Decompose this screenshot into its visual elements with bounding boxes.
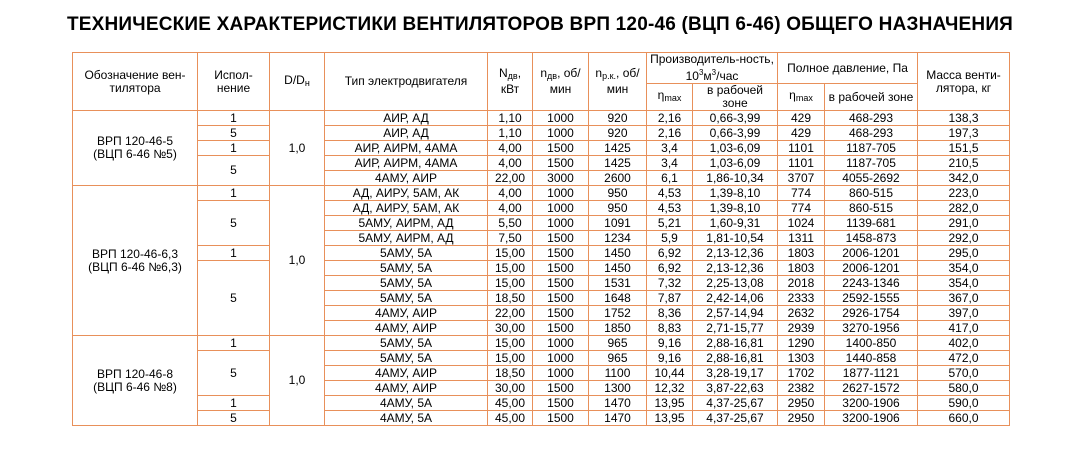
power-cell: 15,00 bbox=[488, 351, 533, 366]
productivity-max-cell: 6,1 bbox=[647, 171, 693, 186]
pressure-max-cell: 1024 bbox=[778, 216, 825, 231]
execution-cell: 1 bbox=[198, 336, 270, 351]
motor-type-cell: 5АМУ, 5А bbox=[325, 261, 488, 276]
header-pressure: Полное давление, Па bbox=[778, 53, 918, 84]
pressure-max-cell: 429 bbox=[778, 111, 825, 126]
table-body bbox=[73, 53, 1010, 426]
power-cell: 45,00 bbox=[488, 396, 533, 411]
motor-type-cell: АИР, АИРМ, 4АМА bbox=[325, 141, 488, 156]
motor-type-cell: 4АМУ, АИР bbox=[325, 171, 488, 186]
productivity-max-cell: 4,53 bbox=[647, 201, 693, 216]
header-productivity-c: /час bbox=[716, 69, 739, 83]
motor-speed-cell: 1500 bbox=[533, 291, 589, 306]
pressure-zone-cell: 2592-1555 bbox=[825, 291, 918, 306]
pressure-zone-cell: 860-515 bbox=[825, 186, 918, 201]
pressure-zone-cell: 1187-705 bbox=[825, 156, 918, 171]
power-cell: 7,50 bbox=[488, 231, 533, 246]
fan-designation: ВРП 120-46-8 (ВЦП 6-46 №8) bbox=[73, 336, 198, 426]
header-working-zone-productivity: в рабочей зоне bbox=[693, 84, 778, 111]
header-eta2-sub: max bbox=[795, 93, 813, 103]
header-impeller-speed bbox=[589, 53, 647, 111]
productivity-max-cell: 13,95 bbox=[647, 396, 693, 411]
header-productivity bbox=[647, 53, 778, 84]
execution-cell: 5 bbox=[198, 156, 270, 186]
dd-ratio-cell: 1,0 bbox=[270, 336, 325, 426]
pressure-max-cell: 429 bbox=[778, 126, 825, 141]
impeller-speed-cell: 920 bbox=[589, 111, 647, 126]
impeller-speed-cell: 1300 bbox=[589, 381, 647, 396]
motor-speed-cell: 1000 bbox=[533, 216, 589, 231]
impeller-speed-cell: 920 bbox=[589, 126, 647, 141]
header-motor-speed-main: n bbox=[540, 66, 548, 80]
motor-speed-cell: 1000 bbox=[533, 186, 589, 201]
execution-cell: 1 bbox=[198, 141, 270, 156]
motor-type-cell: АД, АИРУ, 5АМ, АК bbox=[325, 186, 488, 201]
productivity-zone-cell: 2,88-16,81 bbox=[693, 351, 778, 366]
productivity-max-cell: 6,92 bbox=[647, 261, 693, 276]
impeller-speed-cell: 1648 bbox=[589, 291, 647, 306]
motor-type-cell: 5АМУ, 5А bbox=[325, 336, 488, 351]
power-cell: 4,00 bbox=[488, 201, 533, 216]
table-row bbox=[73, 411, 1010, 426]
pressure-zone-cell: 2243-1346 bbox=[825, 276, 918, 291]
impeller-speed-cell: 1450 bbox=[589, 261, 647, 276]
pressure-zone-cell: 1187-705 bbox=[825, 141, 918, 156]
motor-speed-cell: 1000 bbox=[533, 126, 589, 141]
productivity-zone-cell: 2,57-14,94 bbox=[693, 306, 778, 321]
motor-speed-cell: 1500 bbox=[533, 306, 589, 321]
productivity-zone-cell: 2,13-12,36 bbox=[693, 246, 778, 261]
motor-type-cell: 5АМУ, АИРМ, АД bbox=[325, 231, 488, 246]
productivity-zone-cell: 1,60-9,31 bbox=[693, 216, 778, 231]
header-impeller-speed-sub: р.к. bbox=[602, 71, 617, 81]
motor-speed-cell: 3000 bbox=[533, 171, 589, 186]
power-cell: 15,00 bbox=[488, 336, 533, 351]
motor-type-cell: 4АМУ, АИР bbox=[325, 366, 488, 381]
pressure-max-cell: 3707 bbox=[778, 171, 825, 186]
header-productivity-b: м bbox=[703, 69, 712, 83]
productivity-zone-cell: 2,13-12,36 bbox=[693, 261, 778, 276]
header-power-unit: , кВт bbox=[500, 66, 522, 96]
mass-cell: 570,0 bbox=[918, 366, 1010, 381]
power-cell: 30,00 bbox=[488, 321, 533, 336]
motor-speed-cell: 1500 bbox=[533, 246, 589, 261]
pressure-zone-cell: 2926-1754 bbox=[825, 306, 918, 321]
motor-speed-cell: 1000 bbox=[533, 351, 589, 366]
table-row bbox=[73, 261, 1010, 276]
dd-ratio-cell: 1,0 bbox=[270, 111, 325, 186]
header-mass: Масса венти-лятора, кг bbox=[918, 53, 1010, 111]
pressure-zone-cell: 1400-850 bbox=[825, 336, 918, 351]
productivity-max-cell: 9,16 bbox=[647, 336, 693, 351]
impeller-speed-cell: 1091 bbox=[589, 216, 647, 231]
motor-type-cell: 4АМУ, 5А bbox=[325, 411, 488, 426]
impeller-speed-cell: 965 bbox=[589, 351, 647, 366]
mass-cell: 138,3 bbox=[918, 111, 1010, 126]
header-eta-sub: max bbox=[664, 93, 682, 103]
mass-cell: 354,0 bbox=[918, 276, 1010, 291]
header-motor-speed bbox=[533, 53, 589, 111]
impeller-speed-cell: 1100 bbox=[589, 366, 647, 381]
productivity-max-cell: 3,4 bbox=[647, 141, 693, 156]
productivity-max-cell: 2,16 bbox=[647, 111, 693, 126]
pressure-zone-cell: 1440-858 bbox=[825, 351, 918, 366]
power-cell: 5,50 bbox=[488, 216, 533, 231]
productivity-max-cell: 5,21 bbox=[647, 216, 693, 231]
productivity-zone-cell: 0,66-3,99 bbox=[693, 126, 778, 141]
execution-cell: 1 bbox=[198, 246, 270, 261]
impeller-speed-cell: 1752 bbox=[589, 306, 647, 321]
motor-type-cell: 4АМУ, АИР bbox=[325, 306, 488, 321]
motor-type-cell: АИР, АД bbox=[325, 111, 488, 126]
pressure-max-cell: 2939 bbox=[778, 321, 825, 336]
mass-cell: 354,0 bbox=[918, 261, 1010, 276]
productivity-max-cell: 2,16 bbox=[647, 126, 693, 141]
productivity-zone-cell: 2,25-13,08 bbox=[693, 276, 778, 291]
execution-cell: 1 bbox=[198, 111, 270, 126]
impeller-speed-cell: 950 bbox=[589, 201, 647, 216]
motor-type-cell: 5АМУ, 5А bbox=[325, 351, 488, 366]
header-dd bbox=[270, 53, 325, 111]
productivity-max-cell: 7,32 bbox=[647, 276, 693, 291]
pressure-zone-cell: 4055-2692 bbox=[825, 171, 918, 186]
mass-cell: 660,0 bbox=[918, 411, 1010, 426]
motor-speed-cell: 1500 bbox=[533, 231, 589, 246]
table-row bbox=[73, 126, 1010, 141]
mass-cell: 197,3 bbox=[918, 126, 1010, 141]
mass-cell: 210,5 bbox=[918, 156, 1010, 171]
pressure-max-cell: 1803 bbox=[778, 246, 825, 261]
header-motor-type: Тип электродвигателя bbox=[325, 53, 488, 111]
fan-designation: ВРП 120-46-5 (ВЦП 6-46 №5) bbox=[73, 111, 198, 186]
power-cell: 4,00 bbox=[488, 156, 533, 171]
header-motor-speed-sub: дв bbox=[547, 71, 558, 81]
mass-cell: 367,0 bbox=[918, 291, 1010, 306]
header-impeller-speed-main: n bbox=[595, 66, 603, 80]
productivity-max-cell: 9,16 bbox=[647, 351, 693, 366]
header-productivity-a: Производитель-ность, 10 bbox=[650, 52, 774, 83]
productivity-max-cell: 8,36 bbox=[647, 306, 693, 321]
pressure-zone-cell: 1458-873 bbox=[825, 231, 918, 246]
motor-type-cell: 4АМУ, АИР bbox=[325, 321, 488, 336]
header-productivity-sup: 3 bbox=[698, 68, 704, 77]
power-cell: 15,00 bbox=[488, 261, 533, 276]
productivity-zone-cell: 1,03-6,09 bbox=[693, 141, 778, 156]
motor-speed-cell: 1000 bbox=[533, 336, 589, 351]
pressure-max-cell: 1101 bbox=[778, 141, 825, 156]
pressure-zone-cell: 2006-1201 bbox=[825, 261, 918, 276]
power-cell: 45,00 bbox=[488, 411, 533, 426]
productivity-zone-cell: 1,03-6,09 bbox=[693, 156, 778, 171]
power-cell: 15,00 bbox=[488, 246, 533, 261]
productivity-max-cell: 3,4 bbox=[647, 156, 693, 171]
productivity-zone-cell: 2,88-16,81 bbox=[693, 336, 778, 351]
pressure-max-cell: 1303 bbox=[778, 351, 825, 366]
productivity-zone-cell: 3,87-22,63 bbox=[693, 381, 778, 396]
table-row bbox=[73, 156, 1010, 171]
header-execution: Испол-нение bbox=[198, 53, 270, 111]
productivity-max-cell: 4,53 bbox=[647, 186, 693, 201]
motor-speed-cell: 1000 bbox=[533, 366, 589, 381]
table-row bbox=[73, 336, 1010, 351]
impeller-speed-cell: 965 bbox=[589, 336, 647, 351]
pressure-max-cell: 1290 bbox=[778, 336, 825, 351]
productivity-max-cell: 5,9 bbox=[647, 231, 693, 246]
pressure-max-cell: 774 bbox=[778, 201, 825, 216]
impeller-speed-cell: 950 bbox=[589, 186, 647, 201]
table-row bbox=[73, 201, 1010, 216]
mass-cell: 397,0 bbox=[918, 306, 1010, 321]
impeller-speed-cell: 2600 bbox=[589, 171, 647, 186]
pressure-max-cell: 2382 bbox=[778, 381, 825, 396]
power-cell: 22,00 bbox=[488, 306, 533, 321]
power-cell: 15,00 bbox=[488, 276, 533, 291]
header-designation: Обозначение вен-тилятора bbox=[73, 53, 198, 111]
table-row bbox=[73, 396, 1010, 411]
pressure-max-cell: 774 bbox=[778, 186, 825, 201]
pressure-max-cell: 2632 bbox=[778, 306, 825, 321]
table-row bbox=[73, 351, 1010, 366]
fan-designation: ВРП 120-46-6,3 (ВЦП 6-46 №6,3) bbox=[73, 186, 198, 336]
pressure-zone-cell: 1877-1121 bbox=[825, 366, 918, 381]
motor-speed-cell: 1000 bbox=[533, 111, 589, 126]
header-power-sub: дв bbox=[507, 71, 518, 81]
table-row bbox=[73, 111, 1010, 126]
productivity-max-cell: 12,32 bbox=[647, 381, 693, 396]
execution-cell: 1 bbox=[198, 396, 270, 411]
mass-cell: 223,0 bbox=[918, 186, 1010, 201]
motor-speed-cell: 1500 bbox=[533, 321, 589, 336]
pressure-zone-cell: 2006-1201 bbox=[825, 246, 918, 261]
header-eta-main: η bbox=[657, 88, 665, 102]
power-cell: 4,00 bbox=[488, 141, 533, 156]
motor-type-cell: 5АМУ, 5А bbox=[325, 276, 488, 291]
motor-type-cell: АИР, АД bbox=[325, 126, 488, 141]
power-cell: 18,50 bbox=[488, 366, 533, 381]
productivity-max-cell: 8,83 bbox=[647, 321, 693, 336]
pressure-zone-cell: 468-293 bbox=[825, 111, 918, 126]
mass-cell: 417,0 bbox=[918, 321, 1010, 336]
header-working-zone-pressure: в рабочей зоне bbox=[825, 84, 918, 111]
productivity-zone-cell: 1,81-10,54 bbox=[693, 231, 778, 246]
header-impeller-speed-unit: , об/мин bbox=[606, 66, 640, 96]
mass-cell: 292,0 bbox=[918, 231, 1010, 246]
pressure-zone-cell: 860-515 bbox=[825, 201, 918, 216]
execution-cell: 5 bbox=[198, 261, 270, 336]
power-cell: 22,00 bbox=[488, 171, 533, 186]
header-dd-main: D/D bbox=[284, 72, 305, 87]
motor-speed-cell: 1500 bbox=[533, 261, 589, 276]
productivity-zone-cell: 2,42-14,06 bbox=[693, 291, 778, 306]
power-cell: 30,00 bbox=[488, 381, 533, 396]
mass-cell: 580,0 bbox=[918, 381, 1010, 396]
power-cell: 4,00 bbox=[488, 186, 533, 201]
productivity-max-cell: 10,44 bbox=[647, 366, 693, 381]
pressure-max-cell: 2333 bbox=[778, 291, 825, 306]
pressure-max-cell: 1311 bbox=[778, 231, 825, 246]
motor-speed-cell: 1500 bbox=[533, 276, 589, 291]
header-eta2-main: η bbox=[789, 88, 796, 102]
header-power-main: N bbox=[498, 66, 508, 80]
productivity-zone-cell: 3,28-19,17 bbox=[693, 366, 778, 381]
productivity-max-cell: 7,87 bbox=[647, 291, 693, 306]
motor-type-cell: 4АМУ, АИР bbox=[325, 381, 488, 396]
specs-table bbox=[72, 52, 1010, 426]
productivity-max-cell: 13,95 bbox=[647, 411, 693, 426]
mass-cell: 342,0 bbox=[918, 171, 1010, 186]
pressure-max-cell: 2950 bbox=[778, 396, 825, 411]
impeller-speed-cell: 1470 bbox=[589, 411, 647, 426]
motor-type-cell: АД, АИРУ, 5АМ, АК bbox=[325, 201, 488, 216]
impeller-speed-cell: 1450 bbox=[589, 246, 647, 261]
pressure-max-cell: 1803 bbox=[778, 261, 825, 276]
motor-type-cell: 4АМУ, 5А bbox=[325, 396, 488, 411]
table-row bbox=[73, 141, 1010, 156]
productivity-zone-cell: 0,66-3,99 bbox=[693, 111, 778, 126]
table-row bbox=[73, 186, 1010, 201]
motor-speed-cell: 1500 bbox=[533, 156, 589, 171]
header-power bbox=[488, 53, 533, 111]
motor-speed-cell: 1500 bbox=[533, 141, 589, 156]
execution-cell: 5 bbox=[198, 411, 270, 426]
pressure-zone-cell: 3270-1956 bbox=[825, 321, 918, 336]
impeller-speed-cell: 1531 bbox=[589, 276, 647, 291]
impeller-speed-cell: 1470 bbox=[589, 396, 647, 411]
motor-speed-cell: 1000 bbox=[533, 201, 589, 216]
impeller-speed-cell: 1234 bbox=[589, 231, 647, 246]
pressure-zone-cell: 3200-1906 bbox=[825, 411, 918, 426]
pressure-zone-cell: 1139-681 bbox=[825, 216, 918, 231]
mass-cell: 472,0 bbox=[918, 351, 1010, 366]
execution-cell: 5 bbox=[198, 351, 270, 396]
header-row bbox=[73, 53, 1010, 84]
motor-type-cell: 5АМУ, 5А bbox=[325, 291, 488, 306]
dd-ratio-cell: 1,0 bbox=[270, 186, 325, 336]
header-productivity-sup2: 3 bbox=[711, 68, 717, 77]
pressure-zone-cell: 2627-1572 bbox=[825, 381, 918, 396]
motor-type-cell: АИР, АИРМ, 4АМА bbox=[325, 156, 488, 171]
mass-cell: 402,0 bbox=[918, 336, 1010, 351]
productivity-zone-cell: 2,71-15,77 bbox=[693, 321, 778, 336]
motor-type-cell: 5АМУ, АИРМ, АД bbox=[325, 216, 488, 231]
execution-cell: 5 bbox=[198, 201, 270, 246]
pressure-max-cell: 1101 bbox=[778, 156, 825, 171]
productivity-zone-cell: 4,37-25,67 bbox=[693, 396, 778, 411]
mass-cell: 282,0 bbox=[918, 201, 1010, 216]
motor-speed-cell: 1500 bbox=[533, 396, 589, 411]
productivity-zone-cell: 4,37-25,67 bbox=[693, 411, 778, 426]
mass-cell: 590,0 bbox=[918, 396, 1010, 411]
pressure-max-cell: 2018 bbox=[778, 276, 825, 291]
pressure-zone-cell: 468-293 bbox=[825, 126, 918, 141]
table-row bbox=[73, 246, 1010, 261]
power-cell: 1,10 bbox=[488, 111, 533, 126]
impeller-speed-cell: 1850 bbox=[589, 321, 647, 336]
mass-cell: 151,5 bbox=[918, 141, 1010, 156]
impeller-speed-cell: 1425 bbox=[589, 141, 647, 156]
power-cell: 18,50 bbox=[488, 291, 533, 306]
mass-cell: 295,0 bbox=[918, 246, 1010, 261]
productivity-zone-cell: 1,39-8,10 bbox=[693, 186, 778, 201]
header-dd-sub: н bbox=[304, 77, 310, 88]
page-title: ТЕХНИЧЕСКИЕ ХАРАКТЕРИСТИКИ ВЕНТИЛЯТОРОВ ВРП 120-46 (ВЦП 6-46) ОБЩЕГО НАЗНАЧЕНИЯ bbox=[66, 14, 1014, 35]
execution-cell: 5 bbox=[198, 126, 270, 141]
header-eta-productivity bbox=[647, 84, 693, 111]
execution-cell: 1 bbox=[198, 186, 270, 201]
mass-cell: 291,0 bbox=[918, 216, 1010, 231]
pressure-max-cell: 1702 bbox=[778, 366, 825, 381]
pressure-max-cell: 2950 bbox=[778, 411, 825, 426]
productivity-zone-cell: 1,86-10,34 bbox=[693, 171, 778, 186]
power-cell: 1,10 bbox=[488, 126, 533, 141]
motor-speed-cell: 1500 bbox=[533, 411, 589, 426]
motor-speed-cell: 1500 bbox=[533, 381, 589, 396]
pressure-zone-cell: 3200-1906 bbox=[825, 396, 918, 411]
header-motor-speed-unit: , об/мин bbox=[549, 66, 581, 96]
header-eta-pressure bbox=[778, 84, 825, 111]
motor-type-cell: 5АМУ, 5А bbox=[325, 246, 488, 261]
productivity-zone-cell: 1,39-8,10 bbox=[693, 201, 778, 216]
productivity-max-cell: 6,92 bbox=[647, 246, 693, 261]
impeller-speed-cell: 1425 bbox=[589, 156, 647, 171]
